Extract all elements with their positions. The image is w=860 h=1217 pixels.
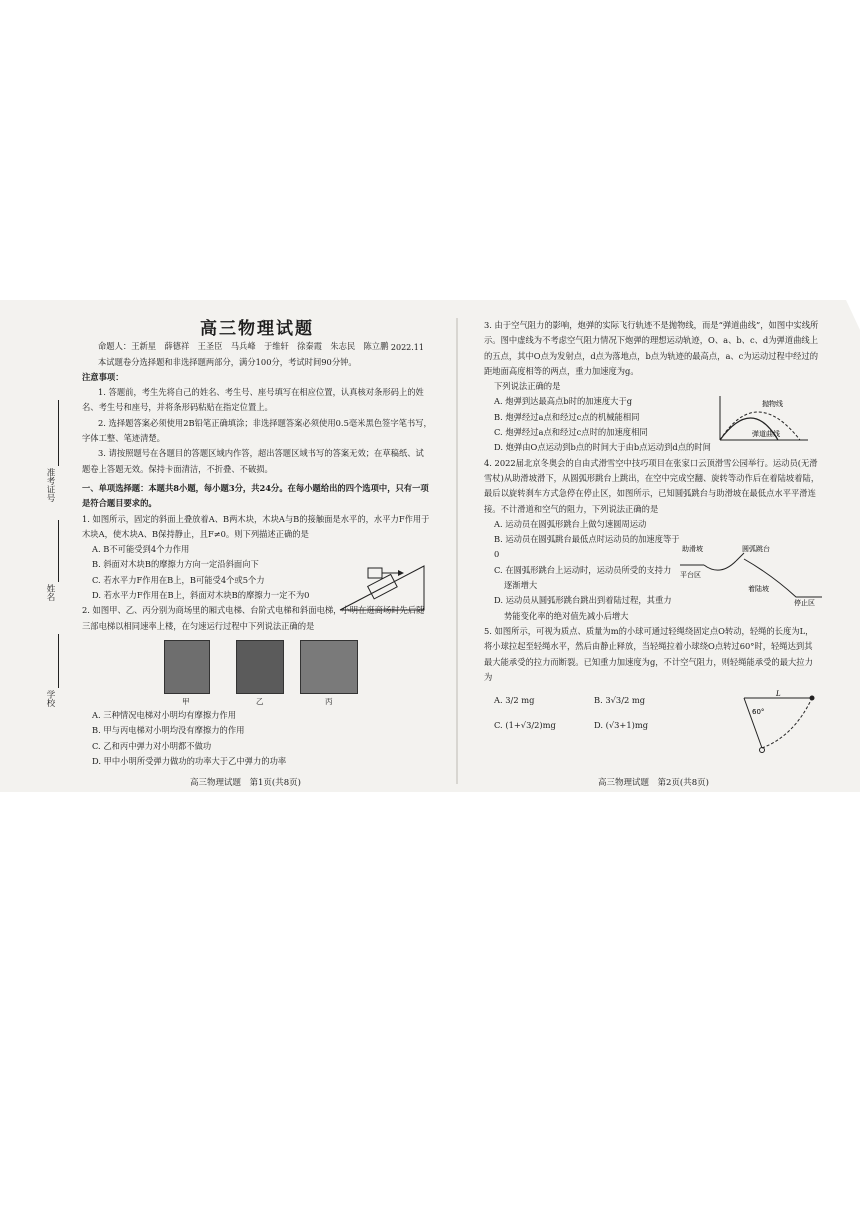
moving-walkway-photo [300, 640, 358, 694]
caption-bing: 丙 [325, 697, 333, 706]
q5-option-b: B. 3√3/2 mg [594, 695, 646, 706]
angle-label: 60° [752, 708, 765, 716]
q2-option-a: A. 三种情况电梯对小明均有摩擦力作用 [92, 709, 237, 720]
slope-label: 助滑坡 [682, 545, 703, 553]
q5-stem: 5. 如图所示，可视为质点、质量为m的小球可通过轻绳绕固定点O转动，轻绳的长度为L，将小球拉起至轻绳水平，然后由静止释放，当轻绳拉着小球绕O点转过60°时，轻绳达到其最大能承受的拉力而断裂。已知重力加速度为g，不计空气阻力，则轻绳能承受的最大拉力为 [484, 625, 814, 682]
notice-item-3: 3. 请按照题号在各题目的答题区域内作答，超出答题区域书写的答案无效；在草稿纸、试题卷上答题无效。保持卡面清洁，不折叠、不破损。 [82, 448, 424, 474]
caption-jia: 甲 [182, 697, 190, 706]
admission-line [58, 400, 59, 466]
q4-option-d-cont: 势能变化率的绝对值先减小后增大 [504, 610, 629, 621]
caption-yi: 乙 [256, 697, 264, 706]
escalator-photo [236, 640, 284, 694]
admission-label: 准考证号 [45, 468, 55, 502]
ski-jump-diagram [676, 545, 826, 607]
notice-item-1: 1. 答题前，考生先将自己的姓名、考生号、座号填写在相应位置，认真核对条形码上的姓名、考生号和座号，并将条形码粘贴在指定位置上。 [82, 387, 424, 413]
q2-option-c: C. 乙和丙中弹力对小明都不做功 [92, 740, 212, 751]
q3-stem: 3. 由于空气阻力的影响，炮弹的实际飞行轨迹不是抛物线，而是“弹道曲线”，如图中实线所示。图中虚线为不考虑空气阻力情况下炮弹的理想运动轨迹，O、a、b、c、d为弹道曲线上的五点，其中O点为发射点，d点为落地点，b点为轨迹的最高点，a、c为运动过程中经过的距地面高度相等的两点，重力加速度为g。 [484, 320, 819, 376]
q4-stem: 4. 2022届北京冬奥会的自由式滑雪空中技巧项目在张家口云顶滑雪公园举行。运动员(无滑雪杖)从助滑坡滑下，从圆弧形跳台上跳出，在空中完成空翻、旋转等动作后在着陆坡着陆，最后以旋转刹车方式急停在停止区，如图所示，已知圆弧跳台与助滑坡在最低点水平平滑连接。不计滑道和空气的阻力，下列说法正确的是 [484, 457, 820, 514]
q5-option-c: C. (1+√3/2)mg [494, 720, 556, 731]
q4-option-c-cont: 逐渐增大 [504, 580, 538, 591]
platform-label: 平台区 [680, 571, 701, 579]
school-label: 学校 [45, 690, 55, 707]
q3-prompt: 下列说法正确的是 [494, 381, 561, 392]
q2-option-b: B. 甲与丙电梯对小明均没有摩擦力的作用 [92, 725, 245, 736]
name-line [58, 520, 59, 582]
length-label: L [776, 690, 781, 698]
landing-label: 着陆坡 [748, 585, 769, 593]
exam-page-2 [484, 318, 820, 734]
jump-label: 圆弧跳台 [742, 545, 770, 553]
notice-item-2: 2. 选择题答案必须使用2B铅笔正确填涂；非选择题答案必须使用0.5毫米黑色签字笔书写，字体工整、笔迹清楚。 [82, 417, 432, 444]
ballistic-curve-label: 弹道曲线 [752, 430, 780, 438]
q4-option-a: A. 运动员在圆弧形跳台上做匀速圆周运动 [494, 518, 647, 529]
page-fold [456, 318, 458, 784]
school-line [58, 634, 59, 688]
q5-option-a: A. 3/2 mg [494, 695, 535, 706]
exam-title: 高三物理试题 [200, 319, 314, 339]
pendulum-diagram [738, 690, 820, 758]
q3-option-a: A. 炮弹到达最高点b时的加速度大于g [494, 396, 633, 407]
q1-stem: 1. 如图所示，固定的斜面上叠放着A、B两木块，木块A与B的接触面是水平的，水平力F作用于木块A，使木块A、B保持静止，且F≠0。则下列描述正确的是 [82, 513, 430, 539]
q3-option-c: C. 炮弹经过a点和经过c点时的加速度相同 [494, 427, 648, 438]
name-label: 姓名 [45, 584, 55, 601]
trajectory-diagram [712, 392, 812, 448]
q3-option-b: B. 炮弹经过a点和经过c点的机械能相同 [494, 411, 640, 422]
q1-option-c: C. 若水平力F作用在B上，B可能受4个或5个力 [92, 574, 265, 585]
stop-label: 停止区 [794, 599, 815, 607]
q1-option-b: B. 斜面对木块B的摩擦力方向一定沿斜面向下 [92, 559, 259, 570]
authors-line: 命题人：王新星 薛德祥 王圣臣 马兵峰 于维轩 徐秦霞 朱志民 陈立鹏 [98, 341, 389, 352]
q2-stem: 2. 如图甲、乙、丙分别为商场里的厢式电梯、台阶式电梯和斜面电梯，小明在逛商场时先后随三部电梯以相同速率上楼，在匀速运行过程中下列说法正确的是 [82, 605, 425, 631]
q5-option-d: D. (√3+1)mg [594, 720, 649, 731]
incline-blocks-diagram [338, 560, 426, 612]
parabola-label: 抛物线 [762, 400, 783, 408]
section-heading: 一、单项选择题：本题共8小题，每小题3分，共24分。在每小题给出的四个选项中，只有一项是符合题目要求的。 [82, 482, 429, 509]
page-2-footer: 高三物理试题 第2页(共8页) [598, 778, 709, 788]
q4-option-c: C. 在圆弧形跳台上运动时，运动员所受的支持力 [494, 564, 672, 575]
page-1-footer: 高三物理试题 第1页(共8页) [190, 778, 301, 788]
notice-title: 注意事项： [82, 371, 124, 382]
page-corner [846, 300, 860, 330]
q3-option-d: D. 炮弹由O点运动到b点的时间大于由b点运动到d点的时间 [494, 442, 711, 453]
q1-option-a: A. B不可能受到4个力作用 [92, 544, 190, 555]
exam-date: 2022.11 [390, 343, 424, 352]
exam-intro: 本试题卷分选择题和非选择题两部分，满分100分，考试时间90分钟。 [98, 356, 357, 367]
q4-option-b: B. 运动员在圆弧跳台最低点时运动员的加速度等于0 [494, 534, 680, 560]
q1-option-d: D. 若水平力F作用在B上，斜面对木块B的摩擦力一定不为0 [92, 590, 310, 601]
q2-option-d: D. 甲中小明所受弹力做功的功率大于乙中弹力的功率 [92, 755, 287, 766]
q4-option-d: D. 运动员从圆弧形跳台跳出到着陆过程，其重力 [494, 595, 672, 606]
elevator-photo [164, 640, 210, 694]
